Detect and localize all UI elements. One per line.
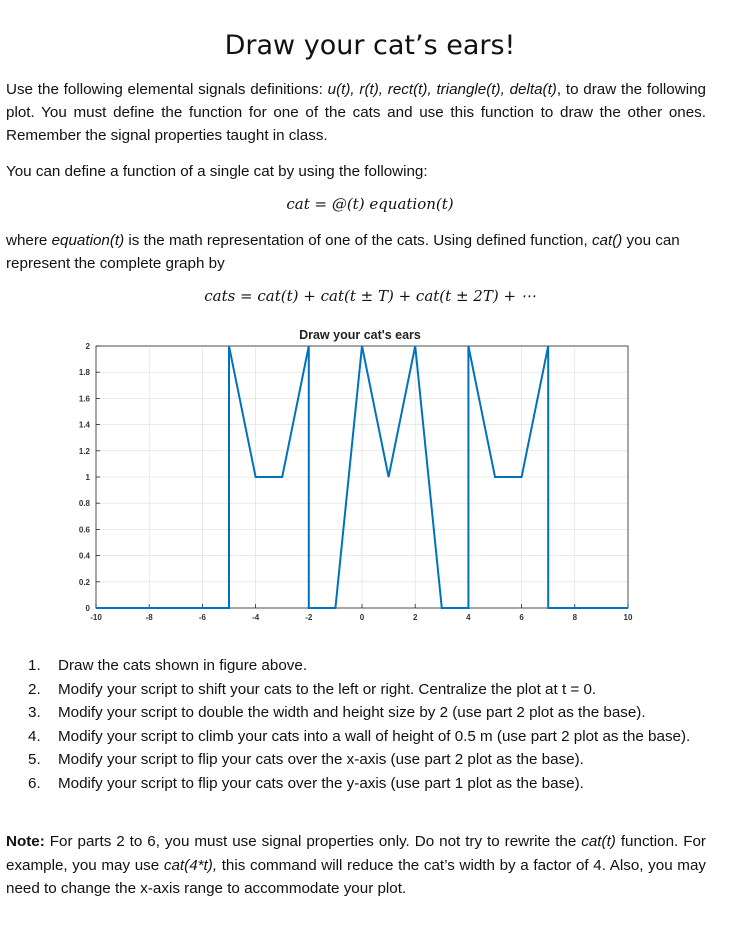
- note-paragraph: [6, 830, 706, 901]
- define-line: You can define a function of a single cat by using the following:: [6, 163, 428, 180]
- x-tick-label: 4: [466, 613, 471, 622]
- task-number: 2.: [28, 680, 41, 698]
- task-text: Modify your script to flip your cats over the x-axis (use part 2 plot as the base).: [58, 751, 584, 768]
- x-tick-label: 2: [412, 613, 418, 622]
- note-b: cat(t): [581, 833, 616, 850]
- task-number: 3.: [28, 704, 41, 721]
- task-number: 1.: [28, 657, 41, 674]
- chart-ticks: [79, 342, 633, 622]
- x-tick-label: 6: [519, 613, 524, 622]
- task-item: [28, 701, 698, 725]
- intro-signals: u(t), r(t), rect(t), triangle(t), delta(t): [327, 81, 557, 98]
- task-text: Modify your script to climb your cats into a wall of height of 0.5 m (use part 2 plot as the base).: [58, 727, 691, 745]
- intro-after: , to draw the following plot. You must define the function for one of the cats and use this function to draw the other ones. Remember the signal properties taught in class.: [6, 81, 706, 144]
- y-tick-label: 1.4: [78, 420, 90, 430]
- task-text: Modify your script to shift your cats to the left or right. Centralize the plot at t = 0.: [58, 680, 597, 698]
- x-tick-label: 10: [623, 613, 633, 622]
- where-c: is the math representation of one of the cats. Using defined function,: [124, 232, 592, 249]
- x-tick-label: 0: [359, 613, 365, 622]
- x-tick-label: -10: [90, 613, 102, 622]
- chart-title: Draw your cat's ears: [299, 328, 421, 342]
- task-item: [28, 772, 698, 796]
- task-text: Draw the cats shown in figure above.: [58, 657, 308, 674]
- task-text: Modify your script to flip your cats over the y-axis (use part 1 plot as the base).: [58, 774, 584, 792]
- y-tick-label: 1: [85, 473, 90, 482]
- note-a: For parts 2 to 6, you must use signal properties only. Do not try to rewrite the: [44, 833, 582, 850]
- y-tick-label: 0.8: [78, 499, 90, 509]
- x-tick-label: -2: [305, 613, 313, 622]
- equation-cats: cats = cat(t) + cat(t ± T) + cat(t ± 2T) + ⋯: [204, 287, 536, 305]
- cat-ears-chart: [0, 322, 740, 642]
- y-tick-label: 0.2: [78, 577, 90, 587]
- task-item: [28, 748, 698, 772]
- task-number: 4.: [28, 727, 41, 745]
- equation-cat: cat = @(t) equation(t): [286, 195, 454, 213]
- x-tick-label: -4: [252, 613, 260, 622]
- x-tick-label: -8: [145, 613, 153, 622]
- task-item: [28, 678, 698, 702]
- task-item: [28, 725, 698, 749]
- note-d: cat(4*t),: [163, 856, 218, 874]
- y-tick-label: 1.8: [78, 368, 90, 378]
- task-number: 6.: [28, 774, 41, 792]
- note-e: this command will reduce the cat’s width by a factor of 4. Also, you may need to change the x-axis range to accommodate your plot.: [6, 856, 706, 897]
- y-tick-label: 0.6: [78, 525, 90, 535]
- where-a: where: [6, 232, 52, 249]
- y-tick-label: 1.6: [78, 394, 90, 404]
- x-tick-label: -6: [198, 613, 206, 622]
- y-tick-label: 2: [85, 342, 90, 351]
- note-label: Note:: [6, 833, 45, 850]
- x-tick-label: 8: [572, 613, 578, 622]
- task-number: 5.: [28, 751, 41, 768]
- intro-paragraph: [6, 78, 706, 147]
- where-e: you can represent the complete graph by: [6, 232, 680, 272]
- y-tick-label: 0.4: [78, 551, 90, 561]
- note-c: function. For example, you may use: [6, 833, 706, 874]
- where-paragraph: [6, 229, 706, 275]
- task-text: Modify your script to double the width and height size by 2 (use part 2 plot as the base).: [58, 704, 646, 721]
- intro-before: Use the following elemental signals definitions:: [6, 81, 328, 98]
- where-d: cat(): [591, 232, 623, 249]
- y-tick-label: 0: [85, 604, 90, 613]
- task-item: [28, 654, 698, 678]
- where-b: equation(t): [51, 232, 125, 249]
- task-list: [28, 654, 698, 795]
- page-title: Draw your cat’s ears!: [224, 30, 516, 61]
- y-tick-label: 1.2: [78, 446, 90, 456]
